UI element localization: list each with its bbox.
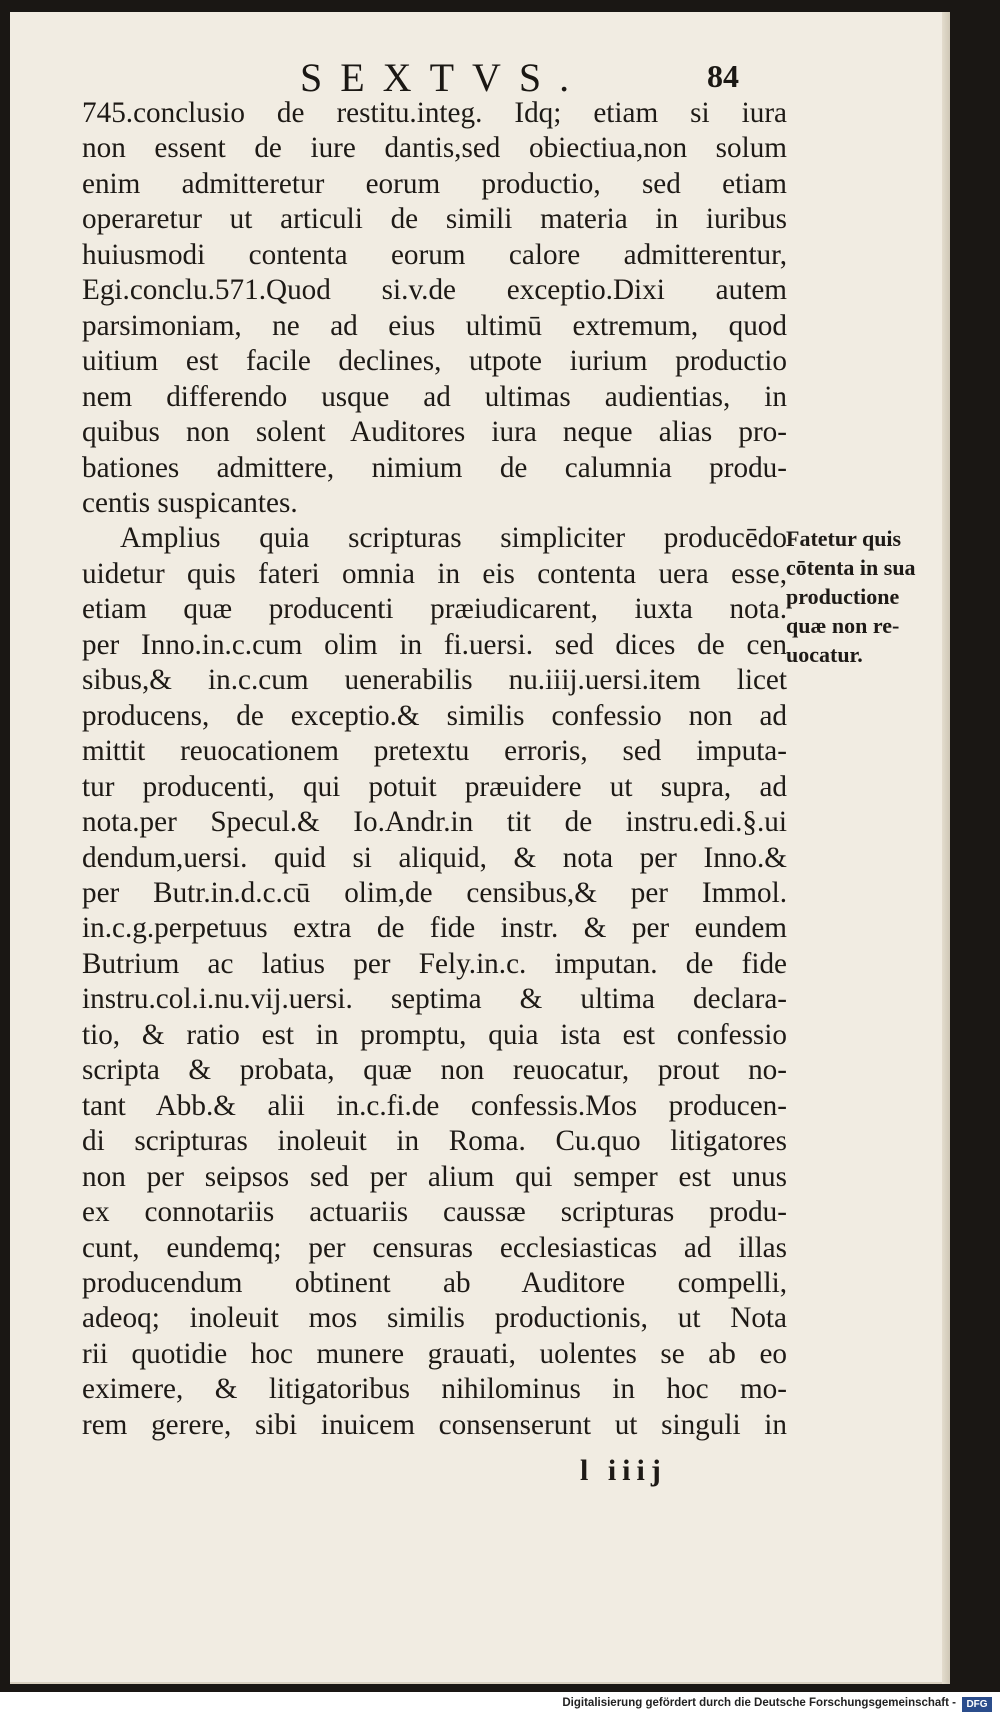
text-line: adeoq; inoleuit mos similis productionis, ut Nota [82,1302,787,1335]
marginal-note-line: productione [786,584,900,609]
text-line: in.c.g.perpetuus extra de fide instr. & per eundem [82,912,787,945]
text-line: dendum,uersi. quid si aliquid, & nota per Inno.& [82,841,787,874]
marginal-note-line: uocatur. [786,642,863,667]
footer-bar [0,1692,1000,1718]
text-line: non per seipsos sed per alium qui semper est unus [82,1160,787,1193]
main-text-block [82,96,787,1443]
text-line: producens, de exceptio.& similis confessio non ad [82,699,787,732]
text-line: quibus non solent Auditores iura neque alias pro- [82,416,787,449]
paragraph-2 [82,521,787,1443]
text-line: cunt, eundemq; per censuras ecclesiasticas ad illas [82,1231,787,1264]
page-edge [942,12,950,1684]
text-line: huiusmodi contenta eorum calore admitterentur, [82,238,787,271]
text-line: 745.conclusio de restitu.integ. Idq; etiam si iura [82,97,787,129]
marginal-note-line: cōtenta in sua [786,555,916,580]
text-line: tant Abb.& alii in.c.fi.de confessis.Mos producen- [82,1089,787,1122]
marginal-note [786,524,946,669]
text-line: tio, & ratio est in promptu, quia ista est confessio [82,1018,787,1051]
text-line: Amplius quia scripturas simpliciter producēdo [120,522,787,555]
signature-mark: l iiij [580,1454,667,1487]
marginal-note-line: quæ non re- [786,613,900,638]
text-line: bationes admittere, nimium de calumnia produ- [82,451,787,484]
text-line: per Butr.in.d.c.cū olim,de censibus,& per Immol. [82,876,787,909]
text-line: rii quotidie hoc munere grauati, uolentes se ab eo [82,1337,787,1370]
text-line: per Inno.in.c.cum olim in fi.uersi. sed dices de cen [82,628,787,661]
text-line: operaretur ut articuli de simili materia in iuribus [82,203,787,236]
dfg-logo: DFG [962,1697,992,1712]
book-page [10,12,950,1684]
running-head [10,46,950,100]
text-line: uitium est facile declines, utpote iurium productio [82,345,787,378]
text-line: centis suspicantes. [82,486,298,519]
paragraph-1 [82,96,787,521]
text-line: producendum obtinent ab Auditore compelli, [82,1266,787,1299]
text-line: instru.col.i.nu.vij.uersi. septima & ultima declara- [82,983,787,1016]
marginal-note-line: Fatetur quis [786,526,902,551]
text-line: enim admitteretur eorum productio, sed etiam [82,167,787,200]
text-line: etiam quæ producenti præiudicarent, iuxta nota. [82,593,787,626]
page-number: 84 [707,58,739,94]
text-line: sibus,& in.c.cum uenerabilis nu.iiij.uersi.item licet [82,664,787,697]
text-line: uidetur quis fateri omnia in eis contenta uera esse, [82,557,787,590]
text-line: eximere, & litigatoribus nihilominus in hoc mo- [82,1373,787,1406]
text-line: tur producenti, qui potuit præuidere ut supra, ad [82,770,787,803]
text-line: mittit reuocationem pretextu erroris, sed imputa- [82,735,787,768]
text-line: parsimoniam, ne ad eius ultimū extremum, quod [82,309,787,342]
text-line: non essent de iure dantis,sed obiectiua,non solum [82,132,787,165]
text-line: di scripturas inoleuit in Roma. Cu.quo litigatores [82,1125,787,1158]
text-line: nem differendo usque ad ultimas audientias, in [82,380,787,413]
running-head-title: SEXTVS. [300,55,588,100]
footer-credit: Digitalisierung gefördert durch die Deutsche Forschungsgemeinschaft - [562,1697,956,1709]
text-line: ex connotariis actuariis caussæ scripturas produ- [82,1196,787,1229]
text-line: rem gerere, sibi inuicem consenserunt ut singuli in [82,1408,787,1441]
text-line: Butrium ac latius per Fely.in.c. imputan. de fide [82,947,787,980]
text-line: nota.per Specul.& Io.Andr.in tit de instru.edi.§.ui [82,806,787,839]
text-line: Egi.conclu.571.Quod si.v.de exceptio.Dixi autem [82,274,787,307]
text-line: scripta & probata, quæ non reuocatur, prout no- [82,1054,787,1087]
